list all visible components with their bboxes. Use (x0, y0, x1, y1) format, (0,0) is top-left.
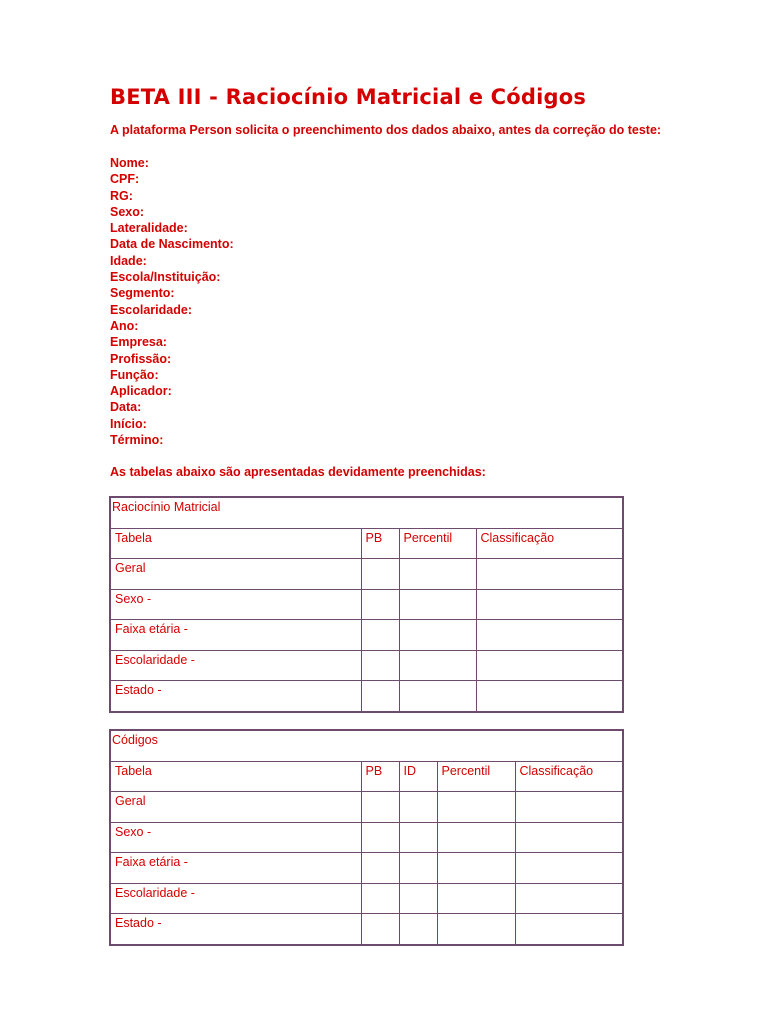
percentil-cell[interactable] (437, 914, 515, 945)
table-row (110, 914, 623, 945)
percentil-cell[interactable] (437, 822, 515, 853)
field-label: Nome: (110, 156, 149, 170)
row-label: Sexo - (110, 589, 361, 620)
page-title: BETA III - Raciocínio Matricial e Códigos (110, 85, 587, 109)
table-row (110, 883, 623, 914)
field-label: Aplicador: (110, 384, 172, 399)
classificacao-cell[interactable] (515, 914, 623, 945)
field-label: Função: (110, 367, 159, 382)
id-cell[interactable] (399, 853, 437, 884)
intro-text: A plataforma Person solicita o preenchimento dos dados abaixo, antes da correção do teste: (110, 123, 662, 137)
column-header: Classificação (515, 761, 623, 792)
pb-cell[interactable] (361, 822, 399, 853)
percentil-cell[interactable] (399, 559, 476, 590)
column-header: Classificação (476, 528, 623, 559)
column-header: Tabela (110, 528, 361, 559)
column-header: Percentil (399, 528, 476, 559)
row-label: Geral (110, 792, 361, 823)
column-header: Tabela (110, 761, 361, 792)
field-label: Data de Nascimento: (110, 237, 234, 252)
classificacao-cell[interactable] (515, 822, 623, 853)
document-page (110, 84, 670, 480)
table-row (110, 792, 623, 823)
codigos-table (109, 729, 624, 946)
field-label: CPF: (110, 172, 140, 187)
id-cell[interactable] (399, 883, 437, 914)
classificacao-cell[interactable] (476, 681, 623, 712)
pb-cell[interactable] (361, 883, 399, 914)
pb-cell[interactable] (361, 559, 399, 590)
pb-cell[interactable] (361, 792, 399, 823)
classificacao-cell[interactable] (515, 792, 623, 823)
id-cell[interactable] (399, 914, 437, 945)
percentil-cell[interactable] (399, 650, 476, 681)
table-title: Códigos (110, 730, 623, 761)
row-label: Geral (110, 559, 361, 590)
table-row (110, 853, 623, 884)
id-cell[interactable] (399, 792, 437, 823)
classificacao-cell[interactable] (515, 853, 623, 884)
row-label: Escolaridade - (110, 650, 361, 681)
table-row (110, 650, 623, 681)
pb-cell[interactable] (361, 681, 399, 712)
row-label: Estado - (110, 914, 361, 945)
column-header: PB (361, 761, 399, 792)
percentil-cell[interactable] (399, 620, 476, 651)
table-title: Raciocínio Matricial (110, 497, 623, 528)
field-label: Escola/Instituição: (110, 270, 221, 285)
percentil-cell[interactable] (437, 792, 515, 823)
row-label: Sexo - (110, 822, 361, 853)
table-row (110, 589, 623, 620)
percentil-cell[interactable] (437, 883, 515, 914)
row-label: Faixa etária - (110, 620, 361, 651)
percentil-cell[interactable] (399, 681, 476, 712)
field-label: RG: (110, 188, 133, 203)
row-label: Estado - (110, 681, 361, 712)
classificacao-cell[interactable] (476, 559, 623, 590)
field-label: Idade: (110, 253, 147, 268)
column-header: ID (399, 761, 437, 792)
table-row (110, 681, 623, 712)
field-label: Lateralidade: (110, 221, 188, 236)
table-header-row (110, 528, 623, 559)
field-label: Sexo: (110, 204, 145, 219)
field-label: Escolaridade: (110, 302, 192, 317)
column-header: PB (361, 528, 399, 559)
column-header: Percentil (437, 761, 515, 792)
classificacao-cell[interactable] (476, 650, 623, 681)
row-label: Escolaridade - (110, 883, 361, 914)
raciocinio-matricial-table (109, 496, 624, 713)
field-label: Empresa: (110, 335, 167, 350)
table-row (110, 822, 623, 853)
pb-cell[interactable] (361, 914, 399, 945)
field-label: Ano: (110, 318, 139, 333)
classificacao-cell[interactable] (476, 620, 623, 651)
pb-cell[interactable] (361, 650, 399, 681)
field-label: Início: (110, 416, 147, 431)
field-label: Término: (110, 433, 164, 448)
percentil-cell[interactable] (437, 853, 515, 884)
field-label: Data: (110, 400, 142, 415)
classificacao-cell[interactable] (515, 883, 623, 914)
percentil-cell[interactable] (399, 589, 476, 620)
table-row (110, 559, 623, 590)
table-header-row (110, 761, 623, 792)
pb-cell[interactable] (361, 853, 399, 884)
table-row (110, 620, 623, 651)
pb-cell[interactable] (361, 620, 399, 651)
tables-note: As tabelas abaixo são apresentadas devidamente preenchidas: (110, 465, 486, 480)
field-label: Segmento: (110, 286, 175, 301)
classificacao-cell[interactable] (476, 589, 623, 620)
row-label: Faixa etária - (110, 853, 361, 884)
id-cell[interactable] (399, 822, 437, 853)
personal-data-fields (110, 155, 670, 448)
field-label: Profissão: (110, 351, 172, 366)
pb-cell[interactable] (361, 589, 399, 620)
